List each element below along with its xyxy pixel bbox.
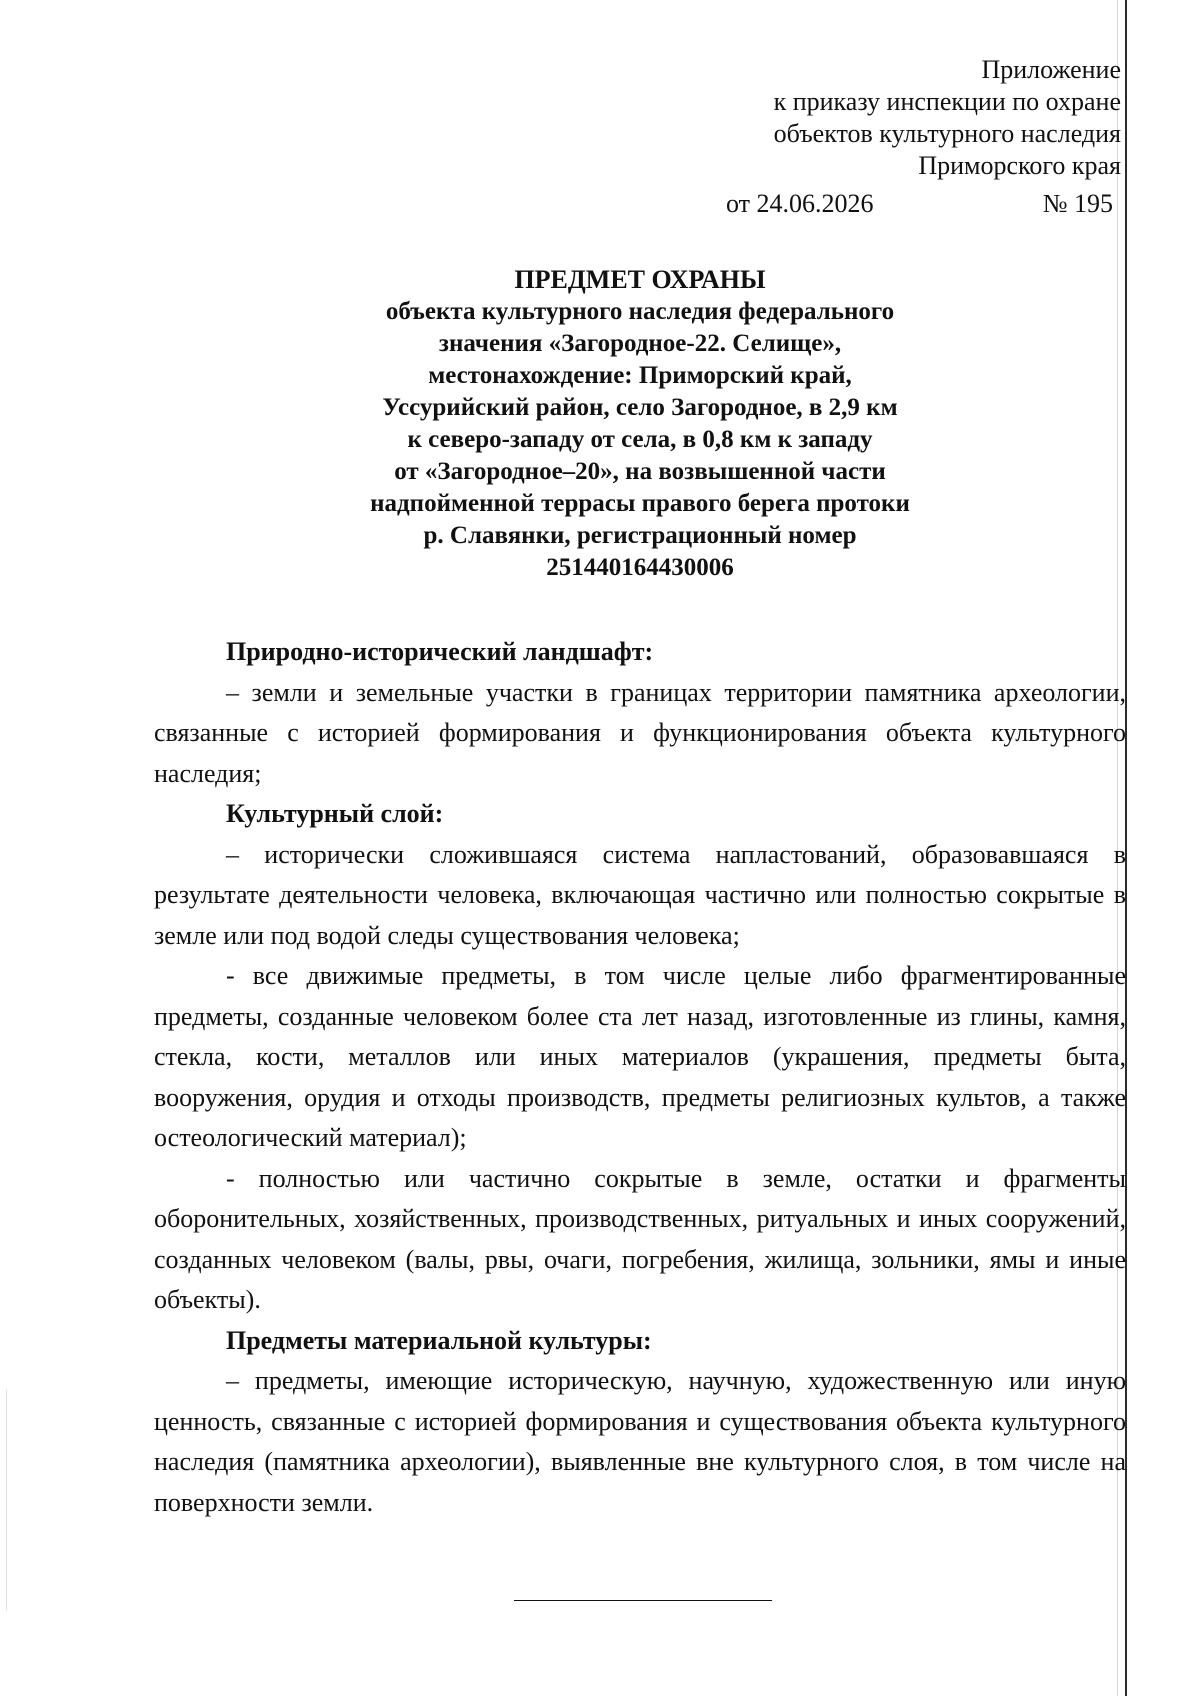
annex-region: Приморского края: [918, 151, 1121, 180]
annex-order-ref: к приказу инспекции по охране: [773, 87, 1121, 116]
title-line: от «Загородное–20», на возвышенной части: [394, 458, 886, 485]
title-line: к северо-западу от села, в 0,8 км к западу: [407, 426, 873, 453]
annex-date: от 24.06.2026: [726, 189, 874, 218]
title-line: местонахождение: Приморский край,: [428, 362, 852, 389]
registration-number: 251440164430006: [546, 554, 734, 581]
document-body: [154, 632, 1126, 1523]
section-heading-material-culture: Предметы материальной культуры:: [226, 1325, 652, 1355]
title-line: надпойменной террасы правого берега протоки: [370, 490, 910, 517]
document-title-block: [232, 264, 1048, 584]
closing-separator-line: [514, 1600, 772, 1601]
section-heading-landscape: Природно-исторический ландшафт:: [226, 637, 654, 666]
annex-header: [561, 54, 1121, 182]
annex-order-ref-cont: объектов культурного наследия: [773, 119, 1121, 148]
paragraph-cultural-layer-item: – исторически сложившаяся система напластований, образовавшаяся в результате деятельности человека, включающая частично или полностью сокрытые в земле или под водой следы существования человека;: [154, 839, 1126, 950]
paragraph-cultural-layer-item: - все движимые предметы, в том числе целые либо фрагментированные предметы, созданные человеком более ста лет назад, изготовленные из глины, камня, стекла, кости, металлов или иных материалов (украшения, предметы быта, вооружения, орудия и отходы производств, предметы религиозных культов, а также остеологический материал);: [154, 961, 1126, 1152]
paragraph-landscape-item: – земли и земельные участки в границах территории памятника археологии, связанные с историей формирования и функционирования объекта культурного наследия;: [154, 677, 1126, 788]
annex-number: № 195: [1042, 189, 1113, 218]
section-heading-cultural-layer: Культурный слой:: [226, 799, 444, 828]
title-line: объекта культурного наследия федерального: [385, 298, 895, 325]
title-line: Уссурийский район, село Загородное, в 2,9 км: [382, 394, 898, 421]
annex-title: Приложение: [981, 55, 1121, 84]
document-title: ПРЕДМЕТ ОХРАНЫ: [514, 265, 766, 294]
paragraph-cultural-layer-item: - полностью или частично сокрытые в земле, остатки и фрагменты оборонительных, хозяйственных, производственных, ритуальных и иных сооружений, созданных человеком (валы, рвы, очаги, погребения, жилища, зольники, ямы и иные объекты).: [154, 1163, 1126, 1314]
title-line: значения «Загородное-22. Селище»,: [438, 330, 842, 357]
paragraph-material-culture-item: – предметы, имеющие историческую, научную, художественную или иную ценность, связанные с историей формирования и существования объекта культурного наследия (памятника археологии), выявленные вне культурного слоя, в том числе на поверхности земли.: [154, 1366, 1126, 1517]
scan-left-artifact: [6, 1390, 7, 1610]
title-line: р. Славянки, регистрационный номер: [423, 522, 857, 549]
